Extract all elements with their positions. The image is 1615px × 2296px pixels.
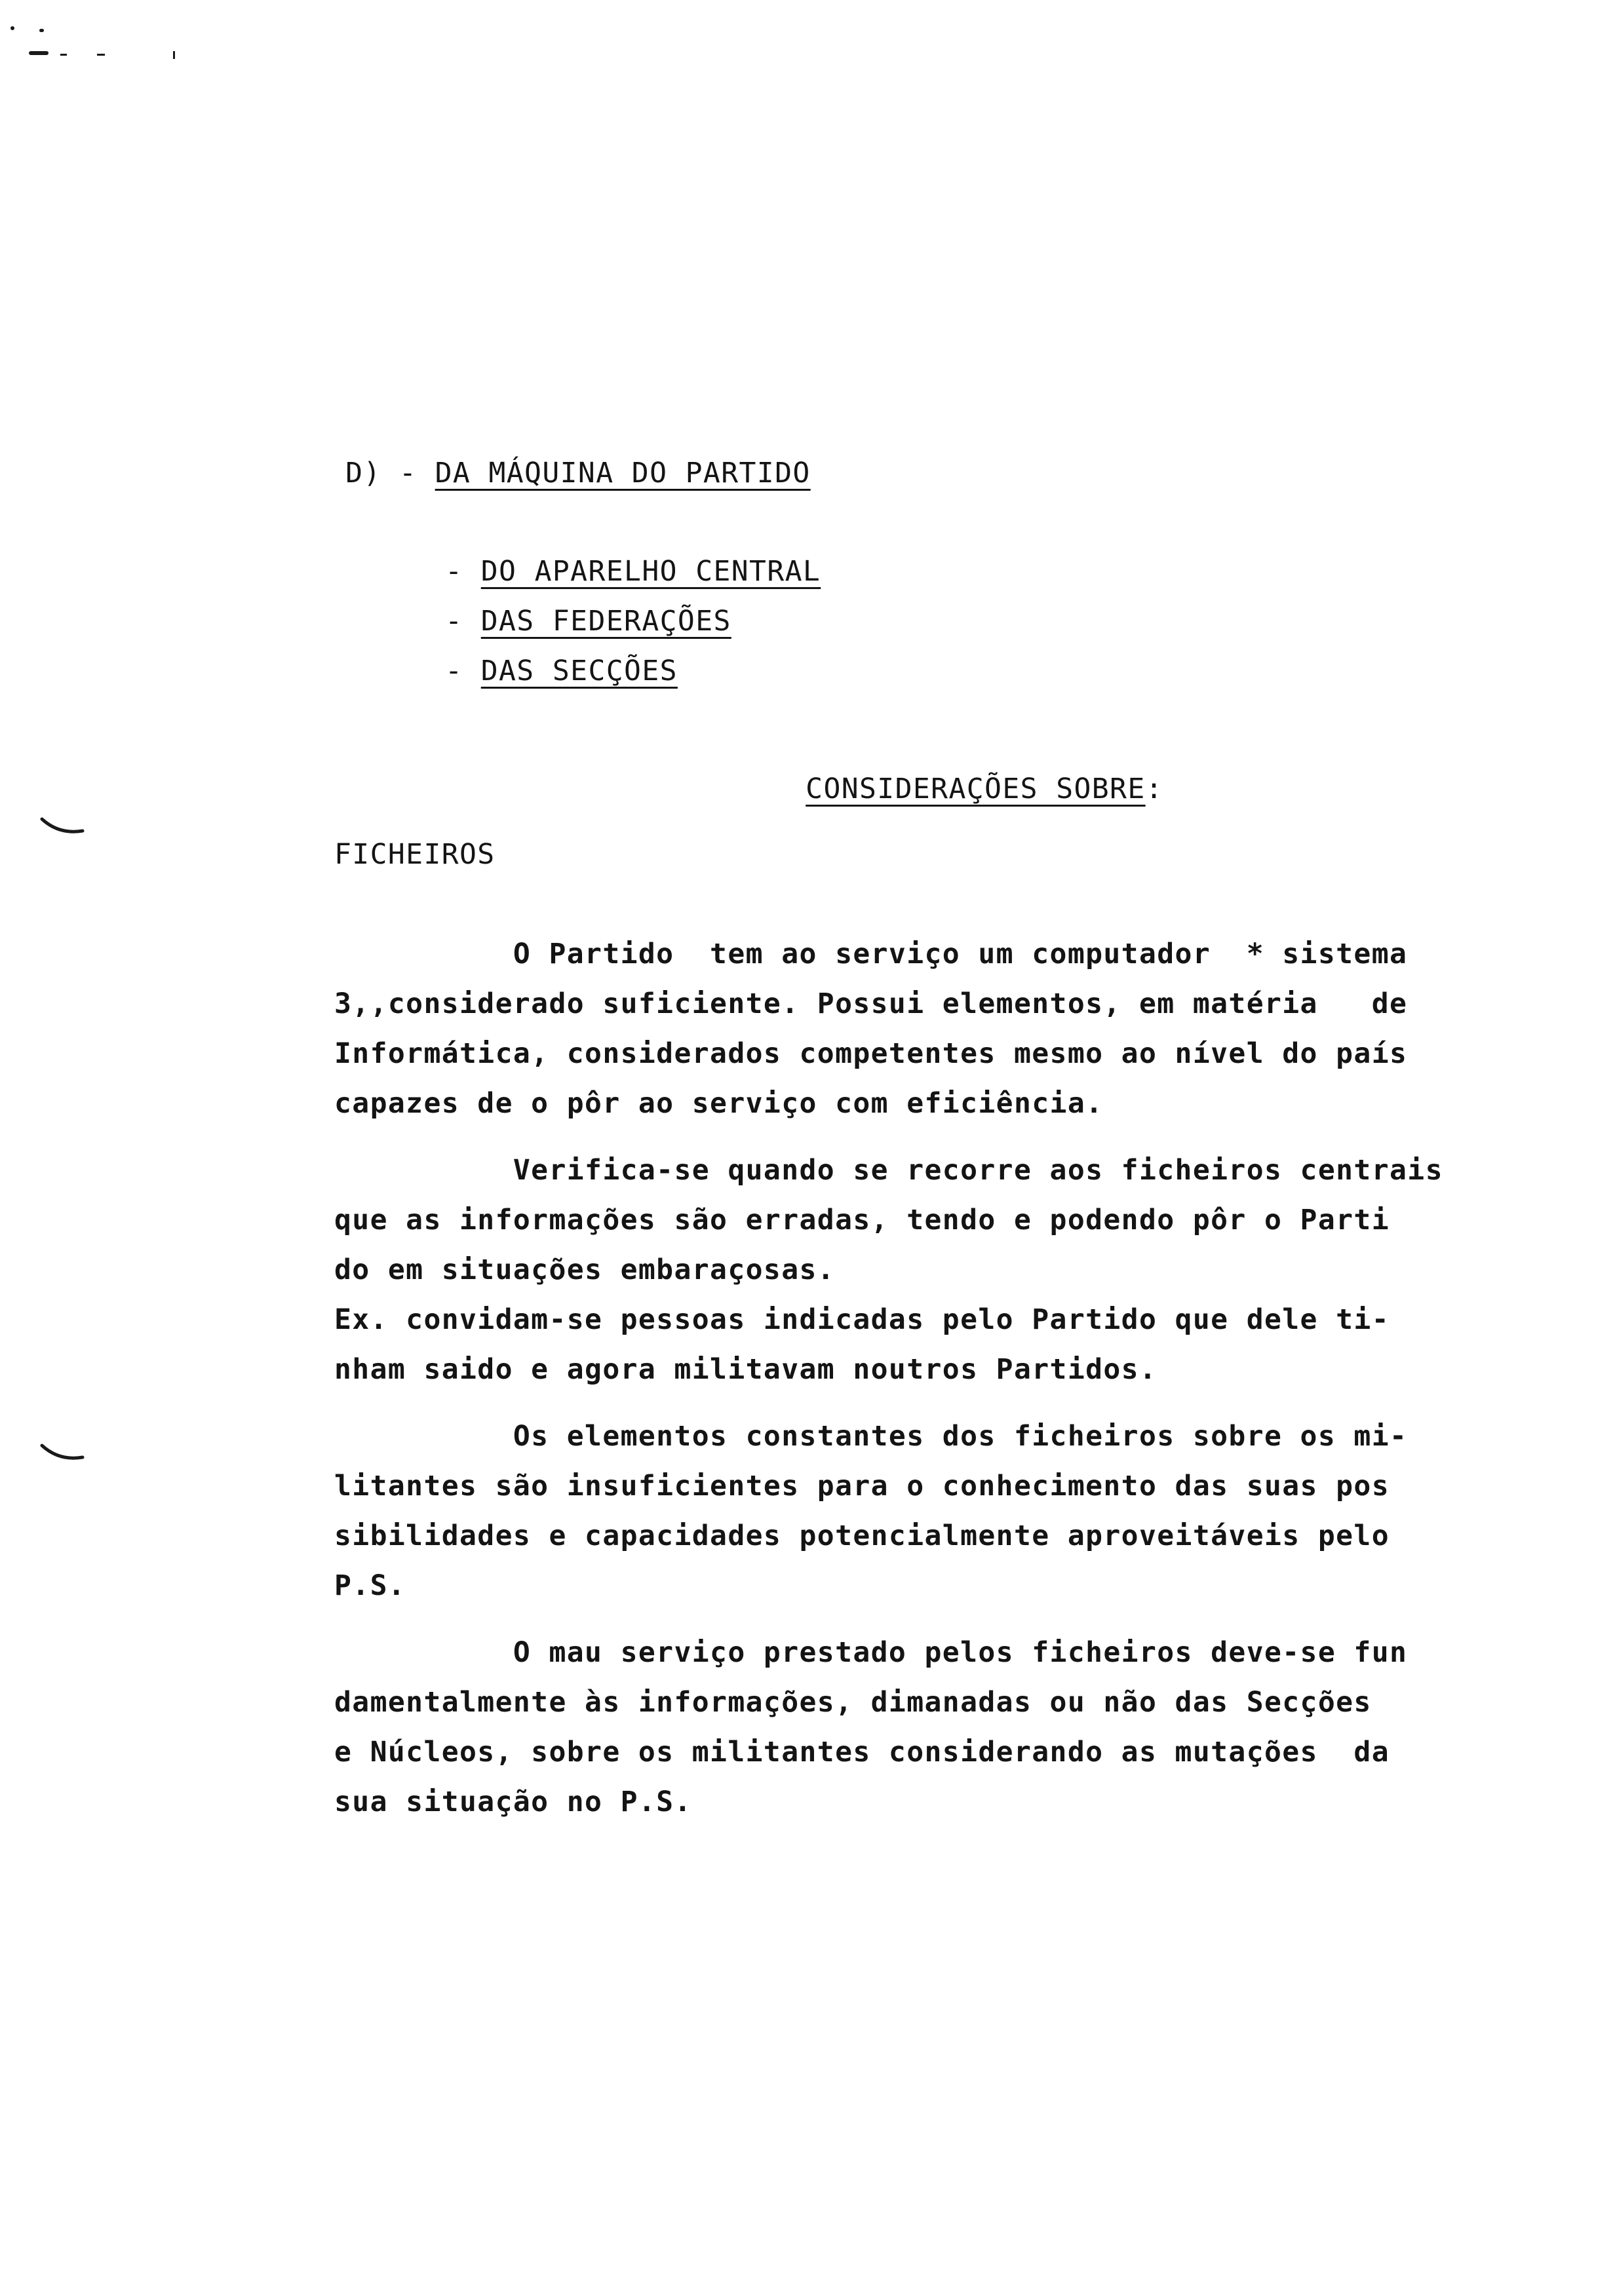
section-title: FICHEIROS — [334, 838, 496, 871]
body-line: do em situações embaraçosas. — [334, 1253, 836, 1286]
scan-speck — [60, 54, 67, 56]
scan-speck — [29, 51, 49, 55]
scan-speck — [173, 51, 175, 59]
considerations-heading — [734, 738, 1163, 840]
considerations-colon: : — [1145, 773, 1163, 805]
body-line: P.S. — [334, 1569, 406, 1602]
binder-mark — [39, 815, 85, 841]
body-line: capazes de o pôr ao serviço com eficiência. — [334, 1087, 1104, 1120]
sub-item-dash: - — [445, 655, 481, 687]
body-line: sua situação no P.S. — [334, 1786, 692, 1818]
body-line: Os elementos constantes dos ficheiros sobre os mi- — [334, 1420, 1408, 1453]
sub-item-label: DAS SECÇÕES — [480, 655, 678, 687]
body-line: que as informações são erradas, tendo e podendo pôr o Parti — [334, 1204, 1390, 1236]
binder-mark — [39, 1442, 85, 1468]
sub-item — [374, 620, 678, 722]
body-line: litantes são insuficientes para o conhecimento das suas pos — [334, 1470, 1390, 1502]
scan-speck — [39, 29, 44, 32]
body-line: damentalmente às informações, dimanadas ou não das Secções — [334, 1686, 1372, 1719]
body-line: sibilidades e capacidades potencialmente aproveitáveis pelo — [334, 1520, 1390, 1552]
body-line: Ex. convidam-se pessoas indicadas pelo Partido que dele ti- — [334, 1303, 1390, 1336]
sub-item-dash: - — [445, 605, 481, 638]
body-line: e Núcleos, sobre os militantes considerando as mutações da — [334, 1736, 1390, 1769]
body-line: 3,,considerado suficiente. Possui elementos, em matéria de — [334, 987, 1408, 1020]
sub-item-label: DAS FEDERAÇÕES — [480, 605, 731, 638]
body-line: Informática, considerados competentes mesmo ao nível do país — [334, 1037, 1408, 1070]
body-line: Verifica-se quando se recorre aos ficheiros centrais — [334, 1154, 1443, 1187]
scan-speck — [97, 54, 105, 56]
considerations-label: CONSIDERAÇÕES SOBRE — [806, 773, 1146, 805]
sub-item-dash: - — [445, 555, 481, 588]
heading-title: DA MÁQUINA DO PARTIDO — [435, 457, 811, 489]
scan-speck — [10, 26, 14, 30]
body-line: O mau serviço prestado pelos ficheiros deve-se fun — [334, 1636, 1408, 1669]
heading-prefix: D) - — [345, 457, 435, 489]
section-heading — [274, 422, 811, 524]
sub-item-label: DO APARELHO CENTRAL — [480, 555, 821, 588]
body-line: nham saido e agora militavam noutros Partidos. — [334, 1353, 1158, 1386]
body-line: O Partido tem ao serviço um computador * sistema — [334, 938, 1408, 970]
